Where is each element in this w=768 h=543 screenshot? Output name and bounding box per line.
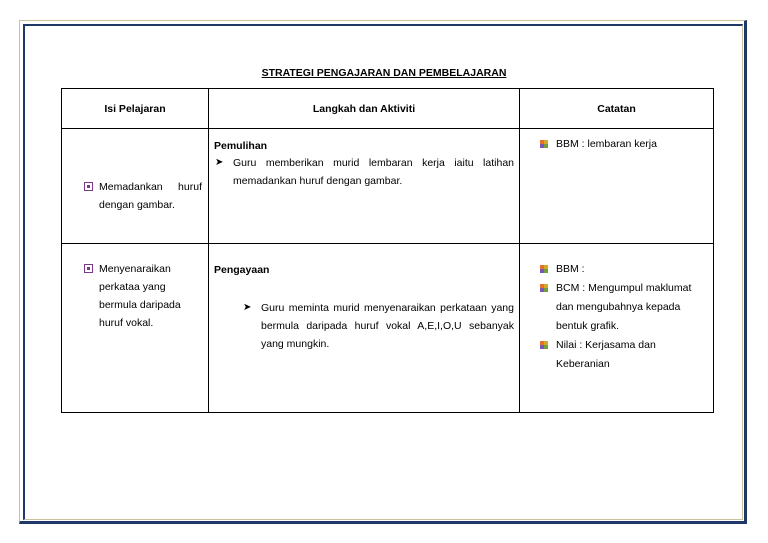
arrow-bullet-icon: ➤: [243, 302, 252, 313]
note-item: [556, 279, 703, 336]
activity-cell: [209, 129, 520, 244]
activity-item: [215, 154, 514, 190]
activity-heading: Pengayaan: [214, 264, 270, 276]
notes-cell: [520, 129, 714, 244]
note-text: Nilai : Kerjasama dan Keberanian: [556, 339, 656, 370]
notes-cell: [520, 244, 714, 413]
activity-heading: Pemulihan: [214, 140, 268, 152]
activity-text: Guru meminta murid menyenaraikan perkataan yang bermula daripada huruf vokal A,E,I,O,U sebanyak yang mungkin.: [261, 302, 514, 350]
header-isi-pelajaran: Isi Pelajaran: [62, 89, 209, 129]
activity-text: Guru memberikan murid lembaran kerja iaitu latihan memadankan huruf dengan gambar.: [233, 157, 514, 187]
note-item: [556, 135, 703, 154]
note-bullet-icon: [540, 284, 548, 292]
square-bullet-icon: [84, 182, 93, 191]
square-bullet-icon: [84, 264, 93, 273]
header-catatan: Catatan: [520, 89, 714, 129]
arrow-bullet-icon: ➤: [215, 157, 224, 168]
isi-text: Menyenaraikan perkataa yang bermula daripada huruf vokal.: [99, 263, 181, 329]
table-header-row: [62, 89, 714, 129]
strategy-table: [61, 88, 714, 413]
activity-item: [243, 299, 514, 353]
note-text: BBM : lembaran kerja: [556, 138, 657, 150]
activity-cell: [209, 244, 520, 413]
note-text: BBM :: [556, 263, 585, 275]
document-title: STRATEGI PENGAJARAN DAN PEMBELAJARAN: [261, 67, 507, 79]
note-bullet-icon: [540, 265, 548, 273]
table-row: [62, 129, 714, 244]
note-bullet-icon: [540, 140, 548, 148]
note-item: [556, 336, 703, 374]
header-langkah-aktiviti: Langkah dan Aktiviti: [209, 89, 520, 129]
isi-item: [84, 178, 202, 214]
isi-item: [84, 260, 202, 332]
note-bullet-icon: [540, 341, 548, 349]
isi-text: Memadankan huruf dengan gambar.: [99, 181, 202, 211]
note-item: [556, 260, 703, 279]
isi-cell: [62, 129, 209, 244]
note-text: BCM : Mengumpul maklumat dan mengubahnya kepada bentuk grafik.: [556, 282, 692, 332]
isi-cell: [62, 244, 209, 413]
table-row: [62, 244, 714, 413]
